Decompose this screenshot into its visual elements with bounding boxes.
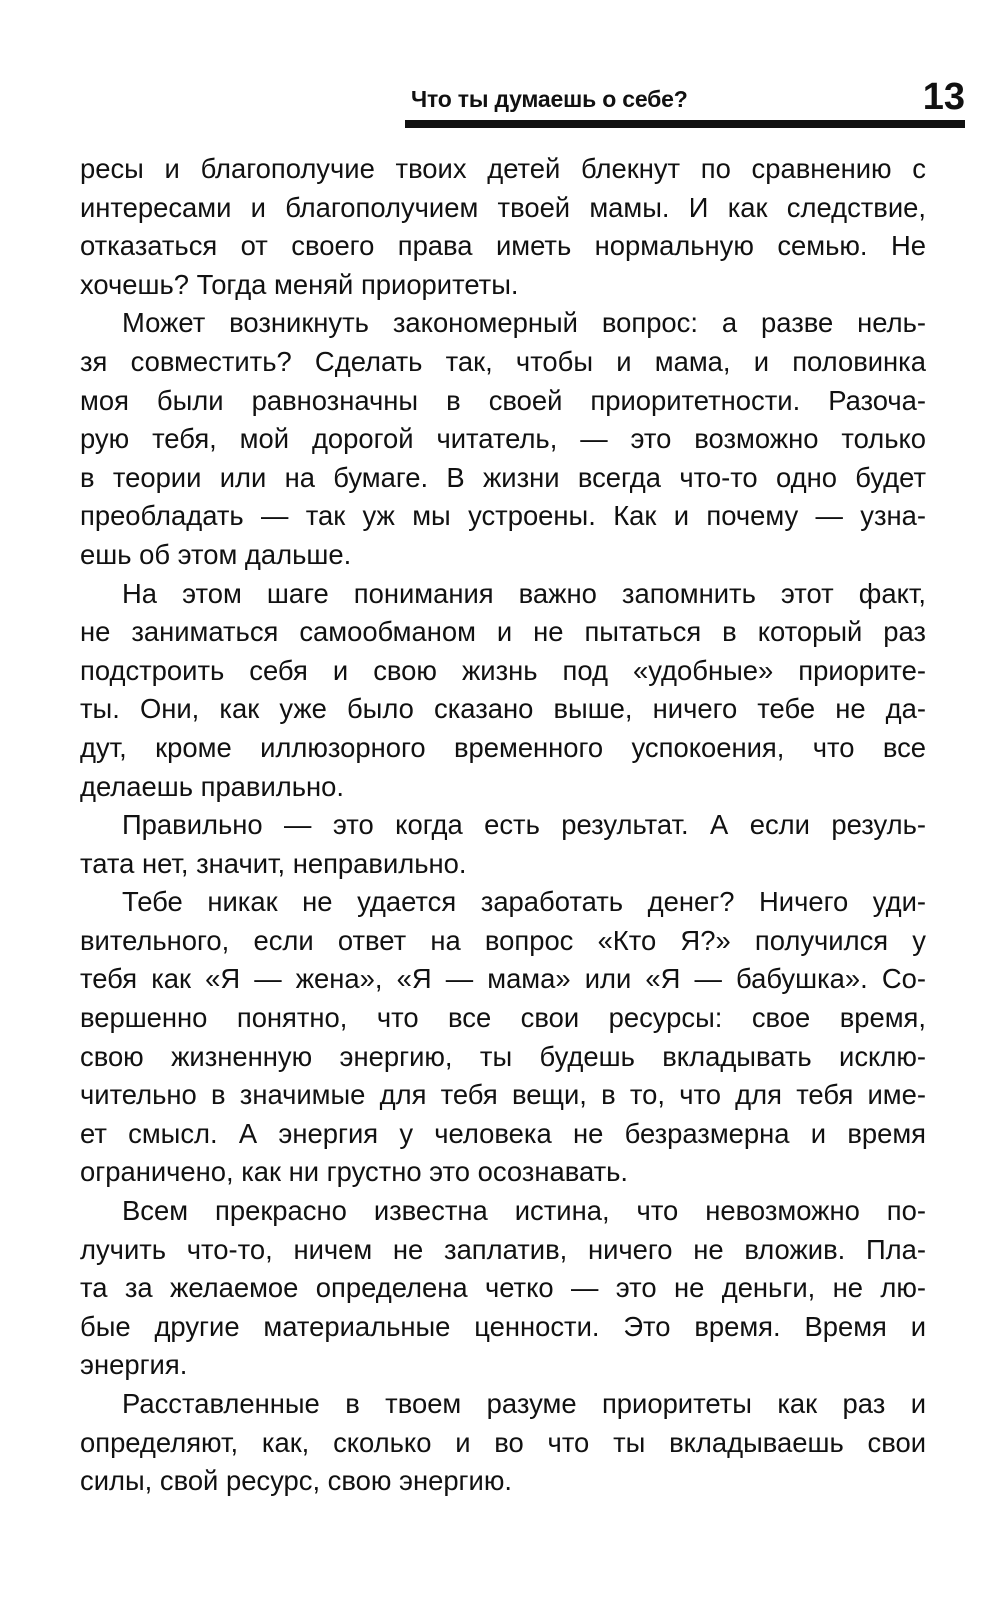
text-line: отказаться от своего права иметь нормальную семью. Не — [80, 230, 926, 262]
text-line: тебя как «Я — жена», «Я — мама» или «Я — бабушка». Со- — [80, 963, 926, 995]
text-line: интересами и благополучием твоей мамы. И как следствие, — [80, 191, 926, 223]
page-number: 13 — [922, 76, 965, 118]
text-line: рую тебя, мой дорогой читатель, — это возможно только — [80, 423, 926, 455]
paragraph — [80, 575, 926, 807]
paragraph — [80, 1192, 926, 1385]
text-line: тата нет, значит, неправильно. — [80, 847, 467, 879]
text-line: ты. Они, как уже было сказано выше, ничего тебе не да- — [80, 693, 926, 725]
paragraph — [80, 883, 926, 1192]
text-line: На этом шаге понимания важно запомнить этот факт, — [122, 577, 926, 609]
text-line: Может возникнуть закономерный вопрос: а разве нель- — [122, 307, 926, 339]
text-line: ресы и благополучие твоих детей блекнут по сравнению с — [80, 153, 926, 184]
text-line: Правильно — это когда есть результат. А если резуль- — [122, 809, 926, 841]
paragraph — [80, 304, 926, 574]
text-line: ограничено, как ни грустно это осознавать. — [80, 1156, 628, 1188]
text-line: свою жизненную энергию, ты будешь вкладывать исклю- — [80, 1040, 926, 1072]
header-rule — [405, 120, 965, 128]
paragraph — [80, 806, 926, 883]
running-title: Что ты думаешь о себе? — [411, 86, 688, 112]
text-line: в теории или на бумаге. В жизни всегда что-то одно будет — [80, 461, 926, 493]
text-line: вительного, если ответ на вопрос «Кто Я?» получился у — [80, 924, 926, 956]
text-line: ет смысл. А энергия у человека не безразмерна и время — [80, 1117, 926, 1149]
text-line: чительно в значимые для тебя вещи, в то, что для тебя име- — [80, 1079, 926, 1111]
text-line: силы, свой ресурс, свою энергию. — [80, 1465, 513, 1497]
text-line: определяют, как, сколько и во что ты вкладываешь свои — [80, 1426, 926, 1458]
page-header — [405, 78, 965, 130]
text-line: дут, кроме иллюзорного временного успокоения, что все — [80, 731, 926, 763]
text-line: Всем прекрасно известна истина, что невозможно по- — [122, 1195, 926, 1227]
text-line: та за желаемое определена четко — это не деньги, не лю- — [80, 1272, 926, 1304]
text-line: подстроить себя и свою жизнь под «удобные» приорите- — [80, 654, 926, 686]
paragraph — [80, 1385, 926, 1501]
text-line: ешь об этом дальше. — [80, 538, 352, 570]
text-line: преобладать — так уж мы устроены. Как и почему — узна- — [80, 500, 926, 532]
text-line: вершенно понятно, что все свои ресурсы: свое время, — [80, 1002, 926, 1034]
text-line: энергия. — [80, 1349, 188, 1381]
text-line: хочешь? Тогда меняй приоритеты. — [80, 268, 519, 300]
text-line: моя были равнозначны в своей приоритетности. Разоча- — [80, 384, 926, 416]
text-line: зя совместить? Сделать так, чтобы и мама, и половинка — [80, 345, 926, 377]
paragraph — [80, 150, 926, 304]
text-line: Тебе никак не удается заработать денег? Ничего уди- — [122, 886, 926, 918]
body-text — [80, 150, 926, 1501]
text-line: не заниматься самообманом и не пытаться в который раз — [80, 616, 926, 648]
text-line: делаешь правильно. — [80, 770, 344, 802]
text-line: лучить что-то, ничем не заплатив, ничего не вложив. Пла- — [80, 1233, 926, 1265]
text-line: бые другие материальные ценности. Это время. Время и — [80, 1310, 926, 1342]
text-line: Расставленные в твоем разуме приоритеты как раз и — [122, 1388, 926, 1419]
